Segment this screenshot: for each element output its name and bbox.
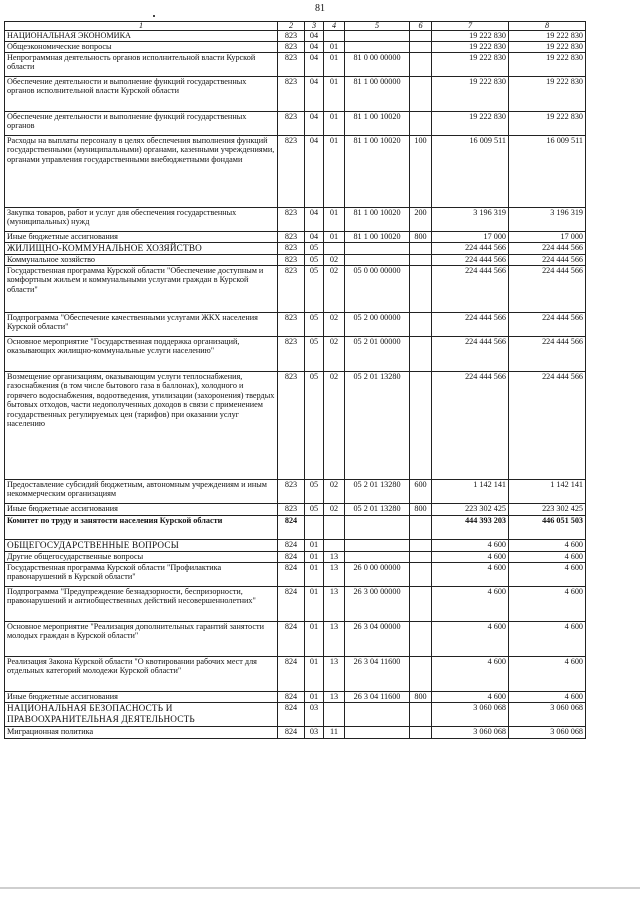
row-section: 03 [305,727,324,739]
row-name: Обеспечение деятельности и выполнение функций государственных органов исполнительной власти Курской области [5,77,278,112]
table-row [5,587,586,622]
table-row [5,53,586,77]
row-name: НАЦИОНАЛЬНАЯ БЕЗОПАСНОСТЬ И ПРАВООХРАНИТЕЛЬНАЯ ДЕЯТЕЛЬНОСТЬ [5,703,278,727]
row-section: 01 [305,692,324,703]
row-amount-2: 224 444 566 [509,255,586,266]
row-name: Закупка товаров, работ и услуг для обеспечения государственных (муниципальных) нужд [5,208,278,232]
row-amount-1: 3 060 068 [432,703,509,727]
row-subsection: 01 [324,77,345,112]
row-target: 26 3 04 11600 [345,692,410,703]
row-section: 05 [305,337,324,372]
row-subsection [324,516,345,540]
row-name: Комитет по труду и занятости населения Курской области [5,516,278,540]
row-amount-2: 19 222 830 [509,112,586,136]
row-target: 05 2 01 00000 [345,337,410,372]
row-name: Иные бюджетные ассигнования [5,504,278,516]
table-row [5,372,586,480]
row-exp-type [410,112,432,136]
row-exp-type: 100 [410,136,432,208]
row-section: 04 [305,232,324,243]
row-subsection: 02 [324,266,345,313]
row-section: 04 [305,31,324,42]
row-target [345,552,410,563]
row-subsection: 13 [324,552,345,563]
row-subsection [324,540,345,552]
row-amount-2: 4 600 [509,563,586,587]
table-row [5,255,586,266]
row-name: ЖИЛИЩНО-КОММУНАЛЬНОЕ ХОЗЯЙСТВО [5,243,278,255]
row-exp-type [410,77,432,112]
table-row [5,31,586,42]
row-target [345,243,410,255]
header-col-1: 1 [5,22,278,31]
row-name: Расходы на выплаты персоналу в целях обеспечения выполнения функций государственными (муниципальными) органами, казенными учреждениями, органами управления государственными внебюджетными фондами [5,136,278,208]
row-amount-1: 3 060 068 [432,727,509,739]
page-number: 81 [315,3,325,14]
row-chapter: 824 [278,657,305,692]
row-amount-2: 224 444 566 [509,243,586,255]
row-name: Подпрограмма "Обеспечение качественными услугами ЖКХ населения Курской области" [5,313,278,337]
row-name: НАЦИОНАЛЬНАЯ ЭКОНОМИКА [5,31,278,42]
row-chapter: 823 [278,112,305,136]
row-chapter: 824 [278,587,305,622]
row-amount-2: 16 009 511 [509,136,586,208]
row-amount-2: 4 600 [509,657,586,692]
row-section: 05 [305,243,324,255]
row-target: 05 2 00 00000 [345,313,410,337]
row-exp-type [410,313,432,337]
table-row [5,313,586,337]
row-amount-1: 224 444 566 [432,255,509,266]
row-target: 81 1 00 10020 [345,112,410,136]
row-target [345,516,410,540]
row-exp-type [410,552,432,563]
row-section: 05 [305,255,324,266]
row-section: 05 [305,504,324,516]
row-subsection [324,243,345,255]
row-amount-1: 444 393 203 [432,516,509,540]
table-row [5,243,586,255]
row-exp-type: 800 [410,692,432,703]
table-row [5,232,586,243]
row-chapter: 824 [278,703,305,727]
row-name: Реализация Закона Курской области "О квотировании рабочих мест для отдельных категорий молодежи Курской области" [5,657,278,692]
row-target [345,727,410,739]
row-target: 26 3 04 00000 [345,622,410,657]
row-subsection: 11 [324,727,345,739]
row-target: 05 2 01 13280 [345,504,410,516]
row-name: ОБЩЕГОСУДАРСТВЕННЫЕ ВОПРОСЫ [5,540,278,552]
table-row [5,480,586,504]
row-name: Обеспечение деятельности и выполнение функций государственных органов [5,112,278,136]
row-name: Иные бюджетные ассигнования [5,232,278,243]
row-amount-2: 4 600 [509,587,586,622]
table-row [5,563,586,587]
row-amount-2: 4 600 [509,622,586,657]
row-name: Предоставление субсидий бюджетным, автономным учреждениям и иным некоммерческим организациям [5,480,278,504]
row-exp-type [410,243,432,255]
row-section: 01 [305,657,324,692]
row-subsection: 02 [324,372,345,480]
row-chapter: 823 [278,266,305,313]
table-row [5,703,586,727]
row-amount-1: 224 444 566 [432,243,509,255]
row-subsection [324,703,345,727]
row-subsection: 13 [324,622,345,657]
row-chapter: 824 [278,516,305,540]
row-exp-type [410,540,432,552]
row-chapter: 824 [278,692,305,703]
row-subsection: 13 [324,587,345,622]
row-name: Возмещение организациям, оказывающим услуги теплоснабжения, газоснабжения (в том числе бытового газа в баллонах), холодного и горячего водоснабжения, водоотведения, утилизации (захоронения) твердых бытовых отходов, части недополученных доходов в связи с применением государственных регулируемых цен (тарифов) при оказании услуг населению [5,372,278,480]
row-subsection: 02 [324,313,345,337]
row-amount-1: 17 000 [432,232,509,243]
row-name: Государственная программа Курской области "Обеспечение доступным и комфортным жильем и коммунальными услугами граждан в Курской области" [5,266,278,313]
table-row [5,112,586,136]
row-subsection: 01 [324,232,345,243]
header-col-5: 5 [345,22,410,31]
row-amount-1: 4 600 [432,657,509,692]
row-amount-2: 17 000 [509,232,586,243]
table-row [5,208,586,232]
row-subsection: 01 [324,53,345,77]
row-chapter: 823 [278,77,305,112]
row-name: Другие общегосударственные вопросы [5,552,278,563]
row-section [305,516,324,540]
row-exp-type [410,587,432,622]
row-amount-1: 4 600 [432,622,509,657]
row-exp-type: 800 [410,232,432,243]
row-amount-1: 224 444 566 [432,266,509,313]
row-amount-2: 224 444 566 [509,372,586,480]
row-chapter: 824 [278,552,305,563]
row-amount-2: 446 051 503 [509,516,586,540]
row-amount-1: 224 444 566 [432,372,509,480]
row-target: 81 1 00 10020 [345,208,410,232]
row-exp-type: 800 [410,504,432,516]
row-amount-1: 224 444 566 [432,313,509,337]
row-section: 05 [305,372,324,480]
row-subsection: 02 [324,480,345,504]
row-exp-type [410,563,432,587]
row-amount-2: 19 222 830 [509,31,586,42]
row-amount-2: 4 600 [509,552,586,563]
row-name: Государственная программа Курской области "Профилактика правонарушений в Курской области" [5,563,278,587]
row-amount-2: 224 444 566 [509,313,586,337]
row-amount-2: 224 444 566 [509,337,586,372]
row-section: 04 [305,53,324,77]
row-amount-1: 19 222 830 [432,31,509,42]
row-exp-type [410,255,432,266]
row-section: 04 [305,112,324,136]
row-target [345,255,410,266]
row-amount-2: 4 600 [509,692,586,703]
row-target: 26 3 04 11600 [345,657,410,692]
row-chapter: 823 [278,337,305,372]
row-exp-type [410,42,432,53]
row-chapter: 823 [278,136,305,208]
row-subsection [324,31,345,42]
row-chapter: 823 [278,372,305,480]
row-chapter: 823 [278,31,305,42]
row-amount-1: 19 222 830 [432,77,509,112]
row-subsection: 02 [324,337,345,372]
row-name: Общеэкономические вопросы [5,42,278,53]
row-subsection: 02 [324,504,345,516]
row-exp-type [410,372,432,480]
header-col-8: 8 [509,22,586,31]
row-amount-1: 4 600 [432,563,509,587]
row-amount-2: 4 600 [509,540,586,552]
scan-speck [153,15,155,17]
table-row [5,136,586,208]
row-subsection: 13 [324,563,345,587]
row-section: 04 [305,77,324,112]
row-amount-1: 1 142 141 [432,480,509,504]
row-exp-type [410,516,432,540]
row-subsection: 01 [324,208,345,232]
table-row [5,727,586,739]
row-section: 04 [305,42,324,53]
table-row [5,552,586,563]
row-target: 05 0 00 00000 [345,266,410,313]
row-target [345,42,410,53]
row-chapter: 823 [278,313,305,337]
row-amount-1: 4 600 [432,692,509,703]
row-chapter: 823 [278,255,305,266]
row-name: Коммунальное хозяйство [5,255,278,266]
row-chapter: 824 [278,622,305,657]
row-section: 01 [305,540,324,552]
row-target: 05 2 01 13280 [345,480,410,504]
table-row [5,692,586,703]
row-subsection: 01 [324,136,345,208]
row-target: 81 0 00 00000 [345,53,410,77]
header-col-4: 4 [324,22,345,31]
table-row [5,337,586,372]
row-amount-1: 19 222 830 [432,53,509,77]
row-amount-2: 1 142 141 [509,480,586,504]
row-exp-type [410,266,432,313]
row-target [345,540,410,552]
row-section: 05 [305,313,324,337]
row-target [345,31,410,42]
row-chapter: 823 [278,232,305,243]
row-exp-type [410,703,432,727]
row-subsection: 02 [324,255,345,266]
row-name: Основное мероприятие "Реализация дополнительных гарантий занятости молодых граждан в Курской области" [5,622,278,657]
row-section: 05 [305,480,324,504]
table-row [5,622,586,657]
row-chapter: 824 [278,727,305,739]
row-amount-1: 4 600 [432,552,509,563]
row-section: 01 [305,563,324,587]
table-row [5,266,586,313]
row-chapter: 823 [278,53,305,77]
row-target: 81 1 00 10020 [345,232,410,243]
row-target: 26 3 00 00000 [345,587,410,622]
row-subsection: 01 [324,42,345,53]
row-name: Иные бюджетные ассигнования [5,692,278,703]
row-name: Подпрограмма "Предупреждение безнадзорности, беспризорности, правонарушений и антиобщественных действий несовершеннолетних" [5,587,278,622]
row-amount-1: 223 302 425 [432,504,509,516]
row-chapter: 823 [278,208,305,232]
row-chapter: 823 [278,504,305,516]
row-amount-2: 3 060 068 [509,703,586,727]
row-chapter: 823 [278,480,305,504]
row-amount-1: 16 009 511 [432,136,509,208]
row-exp-type [410,53,432,77]
row-section: 01 [305,587,324,622]
row-chapter: 824 [278,540,305,552]
header-col-3: 3 [305,22,324,31]
row-amount-2: 223 302 425 [509,504,586,516]
header-col-6: 6 [410,22,432,31]
row-amount-1: 19 222 830 [432,112,509,136]
row-exp-type [410,337,432,372]
page-bottom-edge [0,887,640,889]
row-amount-2: 19 222 830 [509,53,586,77]
row-subsection: 01 [324,112,345,136]
table-row [5,504,586,516]
row-amount-2: 3 060 068 [509,727,586,739]
row-amount-1: 4 600 [432,587,509,622]
row-exp-type: 600 [410,480,432,504]
table-row [5,657,586,692]
row-exp-type [410,727,432,739]
row-exp-type [410,31,432,42]
row-chapter: 823 [278,243,305,255]
row-section: 01 [305,552,324,563]
row-amount-1: 4 600 [432,540,509,552]
header-col-2: 2 [278,22,305,31]
row-subsection: 13 [324,657,345,692]
row-amount-2: 19 222 830 [509,77,586,112]
budget-table [4,21,586,739]
header-col-7: 7 [432,22,509,31]
table-row [5,77,586,112]
row-subsection: 13 [324,692,345,703]
row-amount-1: 3 196 319 [432,208,509,232]
row-amount-1: 19 222 830 [432,42,509,53]
row-section: 05 [305,266,324,313]
row-amount-1: 224 444 566 [432,337,509,372]
row-exp-type [410,657,432,692]
table-row [5,516,586,540]
row-amount-2: 19 222 830 [509,42,586,53]
table-row [5,540,586,552]
row-target: 05 2 01 13280 [345,372,410,480]
row-section: 04 [305,208,324,232]
row-name: Непрограммная деятельность органов исполнительной власти Курской области [5,53,278,77]
row-target: 26 0 00 00000 [345,563,410,587]
row-target [345,703,410,727]
row-section: 03 [305,703,324,727]
row-section: 04 [305,136,324,208]
row-section: 01 [305,622,324,657]
header-row [5,22,586,31]
row-name: Миграционная политика [5,727,278,739]
row-amount-2: 3 196 319 [509,208,586,232]
row-chapter: 823 [278,42,305,53]
row-exp-type: 200 [410,208,432,232]
row-name: Основное мероприятие "Государственная поддержка организаций, оказывающих жилищно-коммунальные услуги населению" [5,337,278,372]
row-exp-type [410,622,432,657]
table-row [5,42,586,53]
row-target: 81 1 00 10020 [345,136,410,208]
row-target: 81 1 00 00000 [345,77,410,112]
row-amount-2: 224 444 566 [509,266,586,313]
row-chapter: 824 [278,563,305,587]
